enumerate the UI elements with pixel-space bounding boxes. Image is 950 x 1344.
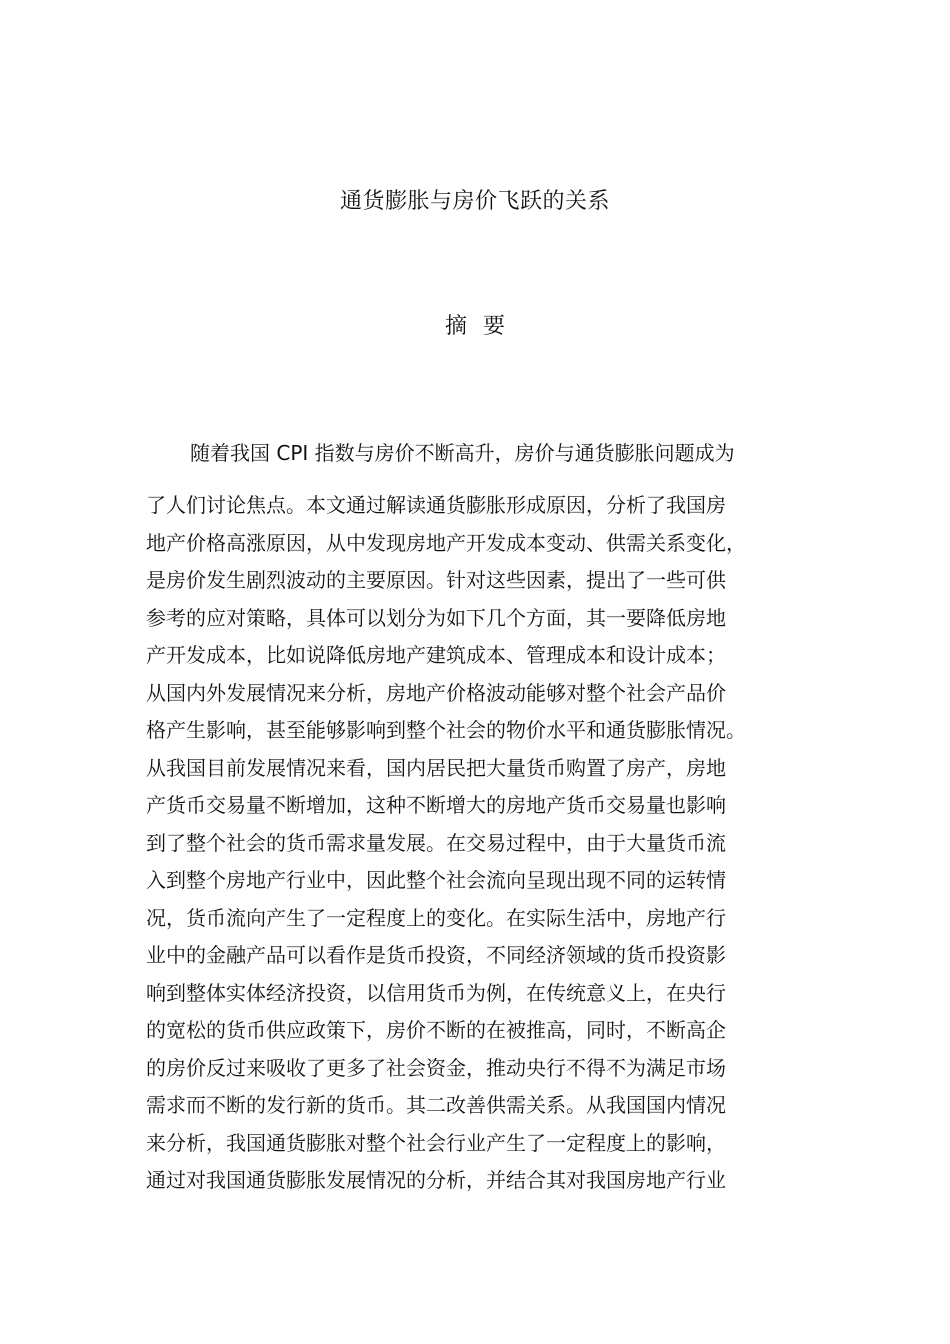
body-line: 需求而不断的发行新的货币。其二改善供需关系。从我国国内情况 <box>146 1093 726 1117</box>
abstract-heading: 摘要 <box>444 314 521 339</box>
body-line: 从我国目前发展情况来看，国内居民把大量货币购置了房产，房地 <box>146 755 726 780</box>
body-line: 况，货币流向产生了一定程度上的变化。在实际生活中，房地产行 <box>146 905 726 930</box>
abstract-first-line: 随着我国 CPI 指数与房价不断高升，房价与通货膨胀问题成为 <box>190 441 735 465</box>
body-line: 响到整体实体经济投资，以信用货币为例，在传统意义上，在央行 <box>146 980 726 1005</box>
body-line: 地产价格高涨原因，从中发现房地产开发成本变动、供需关系变化， <box>146 530 746 555</box>
abstract-body <box>146 489 846 1202</box>
body-line: 是房价发生剧烈波动的主要原因。针对这些因素，提出了一些可供 <box>146 568 726 592</box>
body-line: 通过对我国通货膨胀发展情况的分析，并结合其对我国房地产行业 <box>146 1168 726 1192</box>
body-line: 参考的应对策略，具体可以划分为如下几个方面，其一要降低房地 <box>146 605 726 630</box>
body-line: 产开发成本，比如说降低房地产建筑成本、管理成本和设计成本； <box>146 643 726 667</box>
body-line: 了人们讨论焦点。本文通过解读通货膨胀形成原因，分析了我国房 <box>146 493 726 517</box>
body-line: 到了整个社会的货币需求量发展。在交易过程中，由于大量货币流 <box>146 830 726 855</box>
body-line: 产货币交易量不断增加，这种不断增大的房地产货币交易量也影响 <box>146 793 726 817</box>
document-title: 通货膨胀与房价飞跃的关系 <box>339 189 610 214</box>
body-line: 的房价反过来吸收了更多了社会资金，推动央行不得不为满足市场 <box>146 1055 726 1080</box>
body-line: 的宽松的货币供应政策下，房价不断的在被推高，同时，不断高企 <box>146 1018 726 1042</box>
body-line: 来分析，我国通货膨胀对整个社会行业产生了一定程度上的影响， <box>146 1130 726 1155</box>
body-line: 业中的金融产品可以看作是货币投资，不同经济领域的货币投资影 <box>146 943 726 967</box>
body-line: 从国内外发展情况来分析，房地产价格波动能够对整个社会产品价 <box>146 680 726 705</box>
body-line: 格产生影响，甚至能够影响到整个社会的物价水平和通货膨胀情况。 <box>146 718 746 742</box>
body-line: 入到整个房地产行业中，因此整个社会流向呈现出现不同的运转情 <box>146 868 726 892</box>
